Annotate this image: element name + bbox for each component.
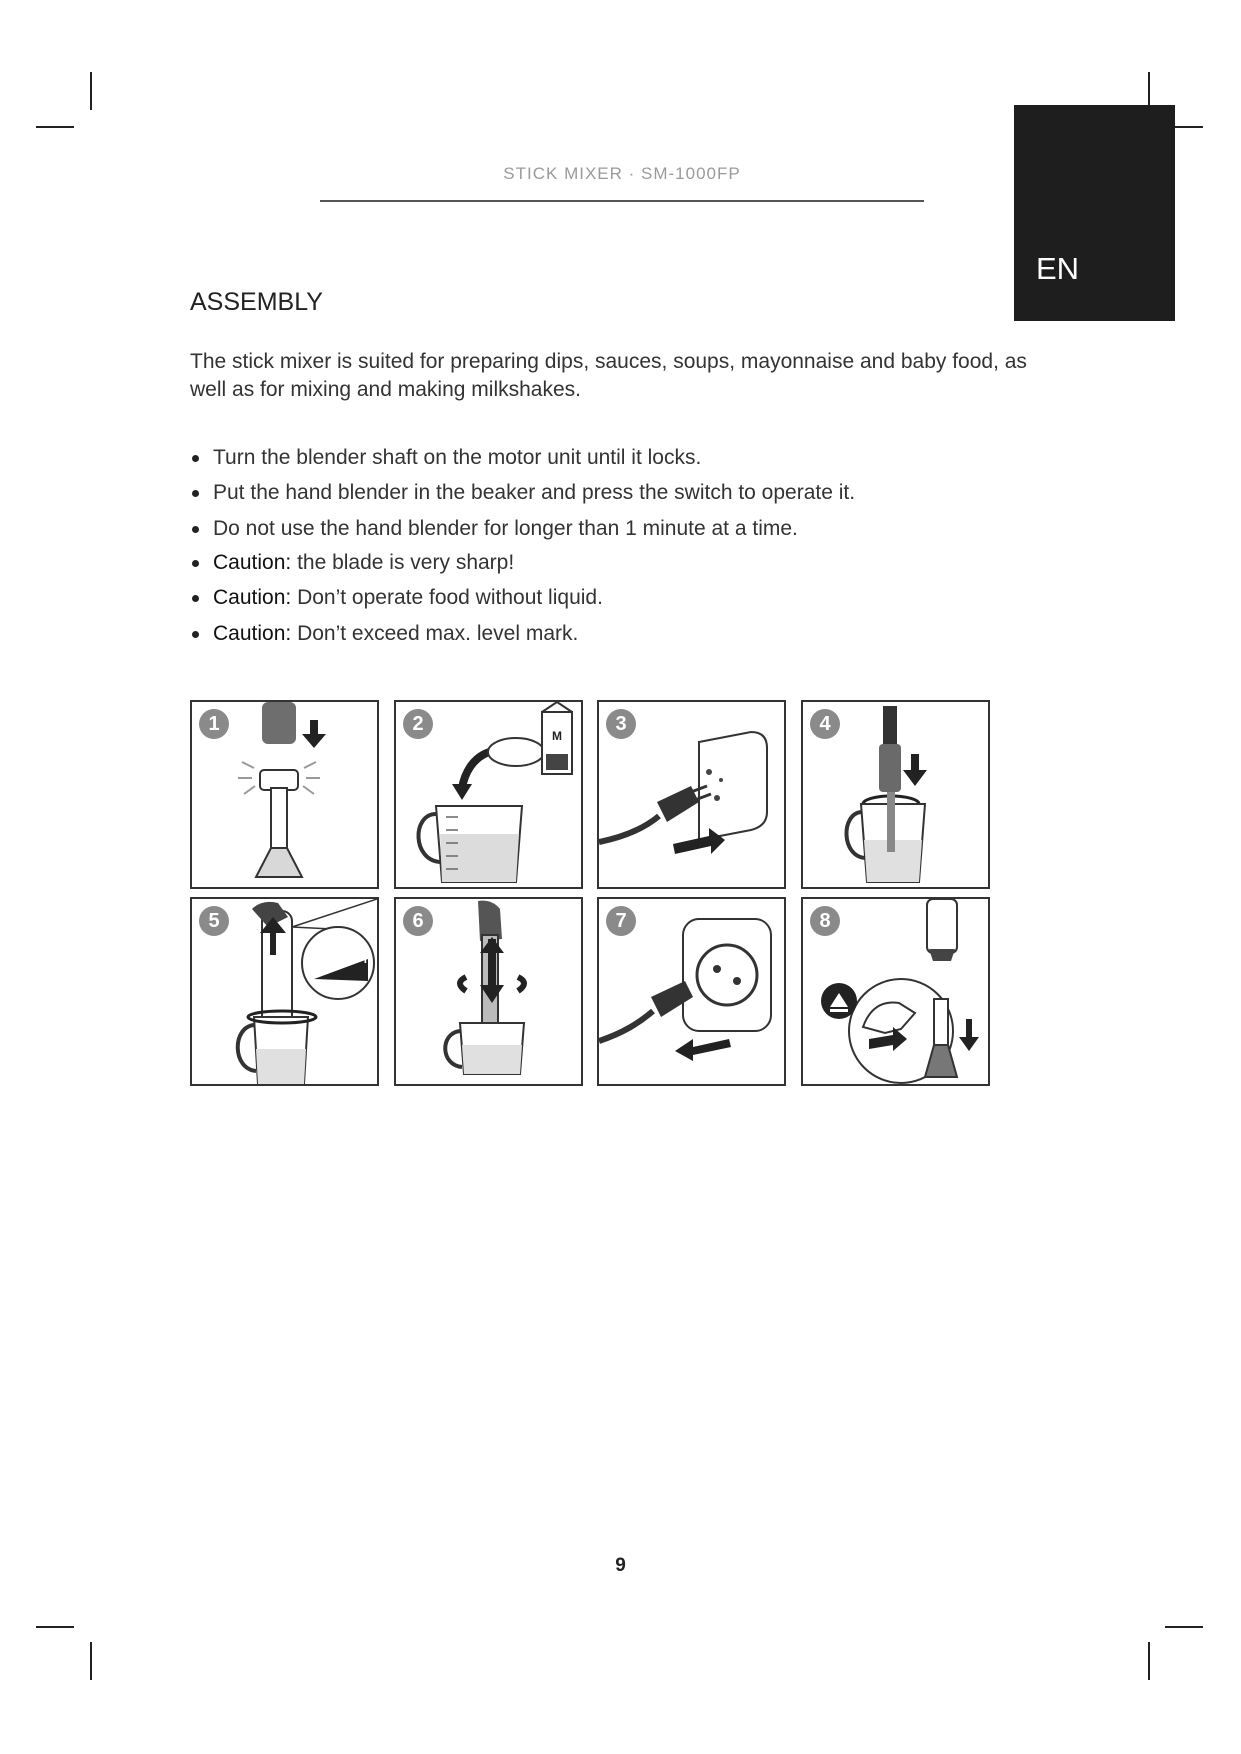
svg-text:M: M [552,729,562,743]
step-number: 6 [403,906,433,936]
header-title: STICK MIXER · SM-1000FP [503,164,741,183]
step-number: 4 [810,709,840,739]
caution-label: Caution: [213,550,292,574]
step-number: 5 [199,906,229,936]
step-panel-7 [597,897,786,1086]
language-tab [1014,105,1175,321]
list-item: Put the hand blender in the beaker and press the switch to operate it. [190,475,1030,510]
crop-mark [1165,1626,1203,1628]
step-panel-2 [394,700,583,889]
step-panel-8 [801,897,990,1086]
list-item: Caution: Don’t operate food without liquid. [190,580,1030,615]
list-item: Caution: Don’t exceed max. level mark. [190,616,1030,651]
step-number: 8 [810,906,840,936]
svg-text:T: T [362,954,369,966]
step-number: 1 [199,709,229,739]
header-divider [320,200,924,202]
step-number: 3 [606,709,636,739]
section-title: ASSEMBLY [190,288,323,316]
step-panel-1 [190,700,379,889]
instruction-list [190,440,1030,651]
crop-mark [90,72,92,110]
caution-label: Caution: [213,586,292,610]
list-item: Do not use the hand blender for longer than 1 minute at a time. [190,511,1030,545]
step-panel-3 [597,700,786,889]
assembly-steps-figure [190,700,995,1095]
intro-paragraph: The stick mixer is suited for preparing dips, sauces, soups, mayonnaise and baby food, as well as for mixing and making milkshakes. [190,350,1027,401]
crop-mark [1148,1642,1150,1680]
step-number: 2 [403,709,433,739]
step-panel-4 [801,700,990,889]
crop-mark [90,1642,92,1680]
list-item: Caution: the blade is very sharp! [190,545,1030,580]
page-number: 9 [615,1555,626,1576]
crop-mark [36,126,74,128]
step-panel-6 [394,897,583,1086]
list-item: Turn the blender shaft on the motor unit until it locks. [190,440,1030,475]
step-panel-5 [190,897,379,1086]
language-label: EN [1036,251,1080,286]
caution-label: Caution: [213,621,292,645]
crop-mark [36,1626,74,1628]
step-number: 7 [606,906,636,936]
